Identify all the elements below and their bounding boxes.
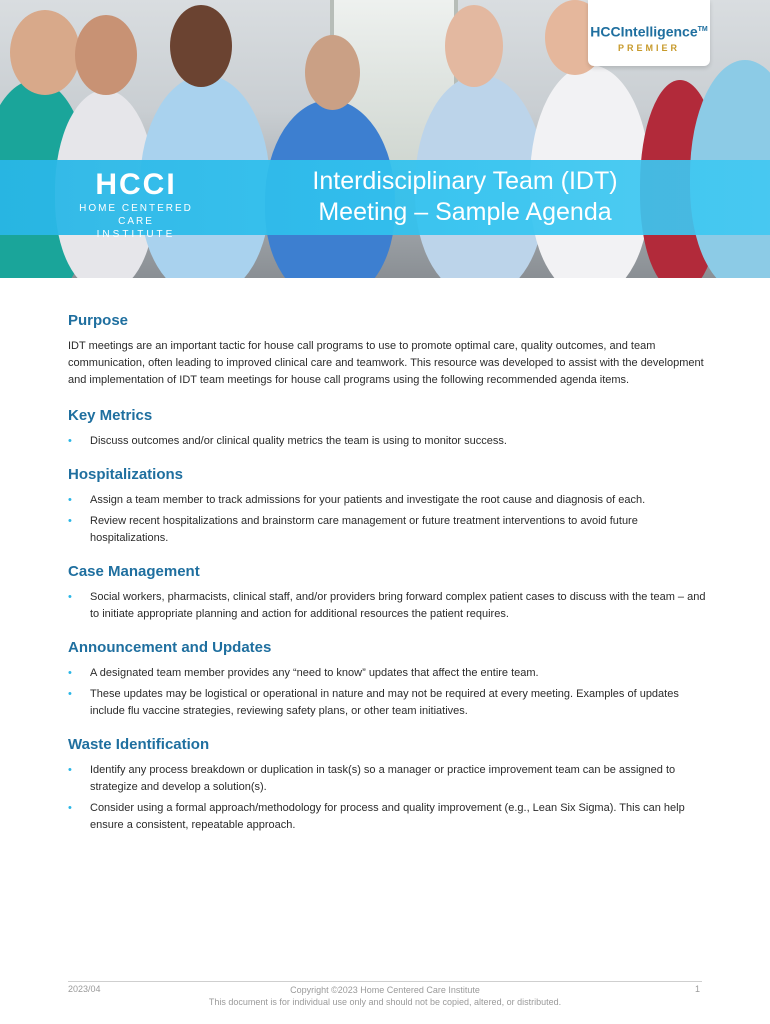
document-body — [68, 312, 708, 850]
person-head — [445, 5, 503, 87]
person-head — [170, 5, 232, 87]
section-title: Announcement and Updates — [68, 639, 272, 656]
footer-divider — [68, 981, 702, 982]
copyright-text: Copyright ©2023 Home Centered Care Institute — [290, 985, 480, 995]
section-title: Purpose — [68, 312, 129, 329]
hcci-logo — [66, 170, 206, 241]
person-head — [75, 15, 137, 95]
footer-copyright — [170, 984, 600, 1008]
bullet-icon: • — [68, 494, 72, 506]
trademark: TM — [697, 26, 708, 33]
person-head — [10, 10, 80, 95]
section-purpose — [68, 312, 708, 389]
page-title — [250, 166, 680, 228]
footer-date: 2023/04 — [68, 984, 101, 994]
list-item: • Consider using a formal approach/methodology for process and quality improvement (e.g., Lean Six Sigma). This can help ensure a consistent, repeatable approach. — [68, 802, 685, 831]
badge-name: HCCIntelligence™ — [590, 23, 708, 40]
section-waste-identification — [68, 736, 708, 834]
section-hospitalizations — [68, 466, 708, 547]
bullet-icon: • — [68, 688, 72, 700]
section-title: Waste Identification — [68, 736, 210, 753]
bullet-icon: • — [68, 667, 72, 679]
bullet-icon: • — [68, 435, 72, 447]
bullet-list — [68, 665, 708, 720]
section-key-metrics — [68, 407, 708, 450]
hccintelligence-premier-badge — [588, 0, 710, 66]
bullet-icon: • — [68, 515, 72, 527]
list-item: • Identify any process breakdown or duplication in task(s) so a manager or practice improvement team can be assigned to strategize and develop a solution(s). — [68, 764, 676, 793]
list-item: • Assign a team member to track admissions for your patients and investigate the root cause and diagnosis of each. — [68, 492, 708, 509]
usage-notice: This document is for individual use only and should not be copied, altered, or distributed. — [208, 997, 562, 1007]
section-paragraph: IDT meetings are an important tactic for house call programs to use to promote optimal care, quality outcomes, and team communication, often leading to improved clinical care and teamwork. This resource was developed to assist with the development and implementation of IDT team meetings for house call programs using the following recommended agenda items. — [68, 340, 704, 386]
section-announcements — [68, 639, 708, 720]
bullet-icon: • — [68, 802, 72, 814]
page-number: 1 — [694, 984, 700, 994]
section-title: Key Metrics — [68, 407, 153, 424]
list-item: • These updates may be logistical or operational in nature and may not be required at every meeting. Examples of updates include flu vaccine strategies, reviewing safety plans, or other team initiatives. — [68, 688, 679, 717]
badge-tier: PREMIER — [617, 42, 680, 53]
list-item: • A designated team member provides any “need to know” updates that affect the entire team. — [68, 665, 708, 682]
section-title: Hospitalizations — [68, 466, 184, 483]
bullet-list — [68, 433, 708, 450]
bullet-icon: • — [68, 591, 72, 603]
person-head — [305, 35, 360, 110]
title-line2: Meeting – Sample Agenda — [318, 198, 612, 226]
section-case-management — [68, 563, 708, 623]
logo-line1: HOME CENTERED CARE — [79, 203, 193, 227]
bullet-icon: • — [68, 764, 72, 776]
bullet-list — [68, 762, 708, 834]
section-title: Case Management — [68, 563, 200, 580]
title-line1: Interdisciplinary Team (IDT) — [312, 167, 618, 195]
bullet-list — [68, 589, 708, 623]
logo-line2: INSTITUTE — [96, 229, 176, 240]
list-item: • Review recent hospitalizations and brainstorm care management or future treatment interventions to avoid future hospitalizations. — [68, 515, 638, 544]
logo-mark: HCCI — [95, 168, 177, 201]
list-item: • Discuss outcomes and/or clinical quality metrics the team is using to monitor success. — [68, 433, 708, 450]
list-item: • Social workers, pharmacists, clinical staff, and/or providers bring forward complex patient cases to discuss with the team – and to initiate appropriate planning and action for additional resources the patient requires. — [68, 591, 706, 620]
bullet-list — [68, 492, 708, 547]
